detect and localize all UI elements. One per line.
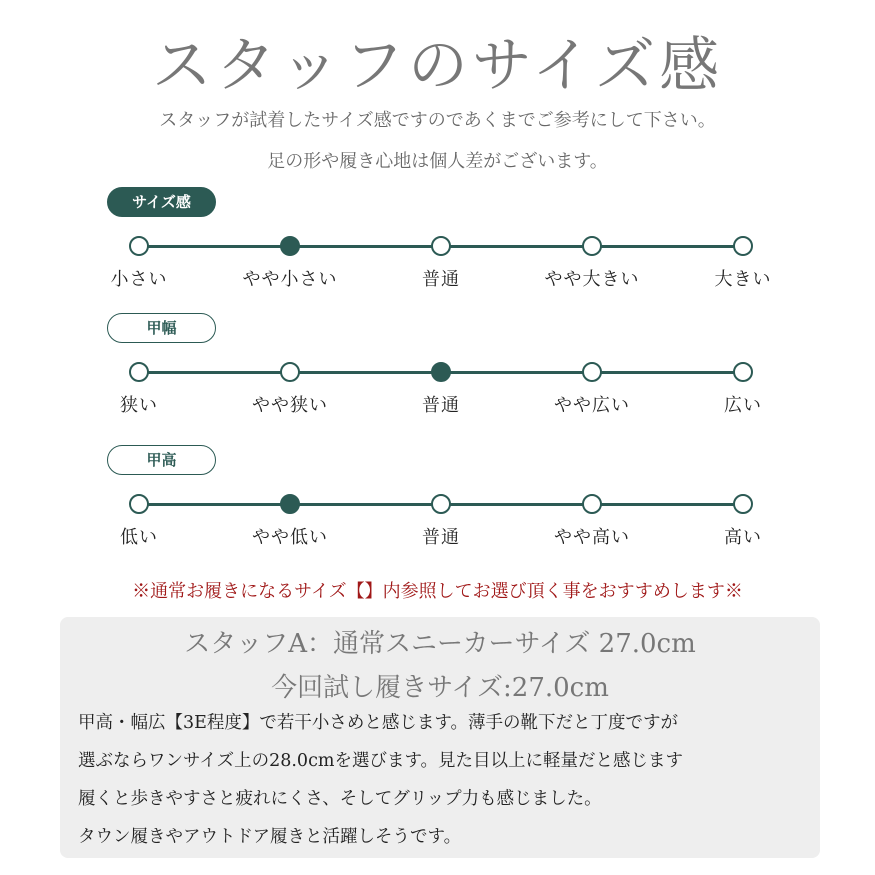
scale-dot	[582, 362, 602, 382]
scale-option-label: 狭い	[120, 395, 158, 416]
scale-dot	[129, 236, 149, 256]
scale-option-label: やや小さい	[242, 269, 338, 290]
staff-heading: スタッフA：通常スニーカーサイズ 27.0cm	[184, 629, 696, 659]
subtitle-line: スタッフが試着したサイズ感ですのであくまでご参考にして下さい。	[159, 110, 716, 131]
scale-option-label: やや高い	[554, 527, 630, 548]
scale-option-label: やや大きい	[544, 269, 640, 290]
scale-label: 甲幅	[107, 313, 216, 343]
staff-review-box	[60, 617, 820, 858]
scale-dot	[582, 236, 602, 256]
scale-dot	[431, 494, 451, 514]
scale-dot-selected	[280, 236, 300, 256]
scale-label: 甲高	[107, 445, 216, 475]
scale-dot-selected	[431, 362, 451, 382]
scale-dot	[733, 236, 753, 256]
comment-line: 甲高・幅広【3E程度】で若干小さめと感じます。薄手の靴下だと丁度ですが	[78, 713, 679, 733]
scale-option-label: 大きい	[714, 269, 772, 290]
comment-line: 選ぶならワンサイズ上の28.0cmを選びます。見た目以上に軽量だと感じます	[78, 751, 684, 771]
scale-option-label: 低い	[120, 527, 158, 548]
scale-option-label: やや広い	[554, 395, 630, 416]
scale-dot	[733, 362, 753, 382]
scale-option-label: 普通	[422, 527, 460, 548]
scale-option-label: 普通	[422, 269, 460, 290]
scale-option-label: やや低い	[252, 527, 328, 548]
scale-option-label: 小さい	[110, 269, 168, 290]
scale-dot	[431, 236, 451, 256]
comment-line: 履くと歩きやすさと疲れにくさ、そしてグリップ力も感じました。	[78, 789, 602, 809]
subtitle-line: 足の形や履き心地は個人差がございます。	[267, 151, 608, 172]
scale-dot	[280, 362, 300, 382]
scale-label: サイズ感	[107, 187, 216, 217]
trial-size: 今回試し履きサイズ:27.0cm	[271, 673, 609, 703]
recommendation-note: ※通常お履きになるサイズ【】内参照してお選び頂く事をおすすめします※	[132, 581, 743, 602]
scale-option-label: 広い	[724, 395, 762, 416]
scale-dot	[582, 494, 602, 514]
scale-dot	[129, 362, 149, 382]
scale-dot-selected	[280, 494, 300, 514]
page-title: スタッフのサイズ感	[151, 31, 724, 101]
comment-line: タウン履きやアウトドア履きと活躍しそうです。	[78, 827, 462, 847]
scale-dot	[733, 494, 753, 514]
scale-dot	[129, 494, 149, 514]
scale-option-label: 高い	[724, 527, 762, 548]
scale-option-label: やや狭い	[252, 395, 328, 416]
scale-option-label: 普通	[422, 395, 460, 416]
